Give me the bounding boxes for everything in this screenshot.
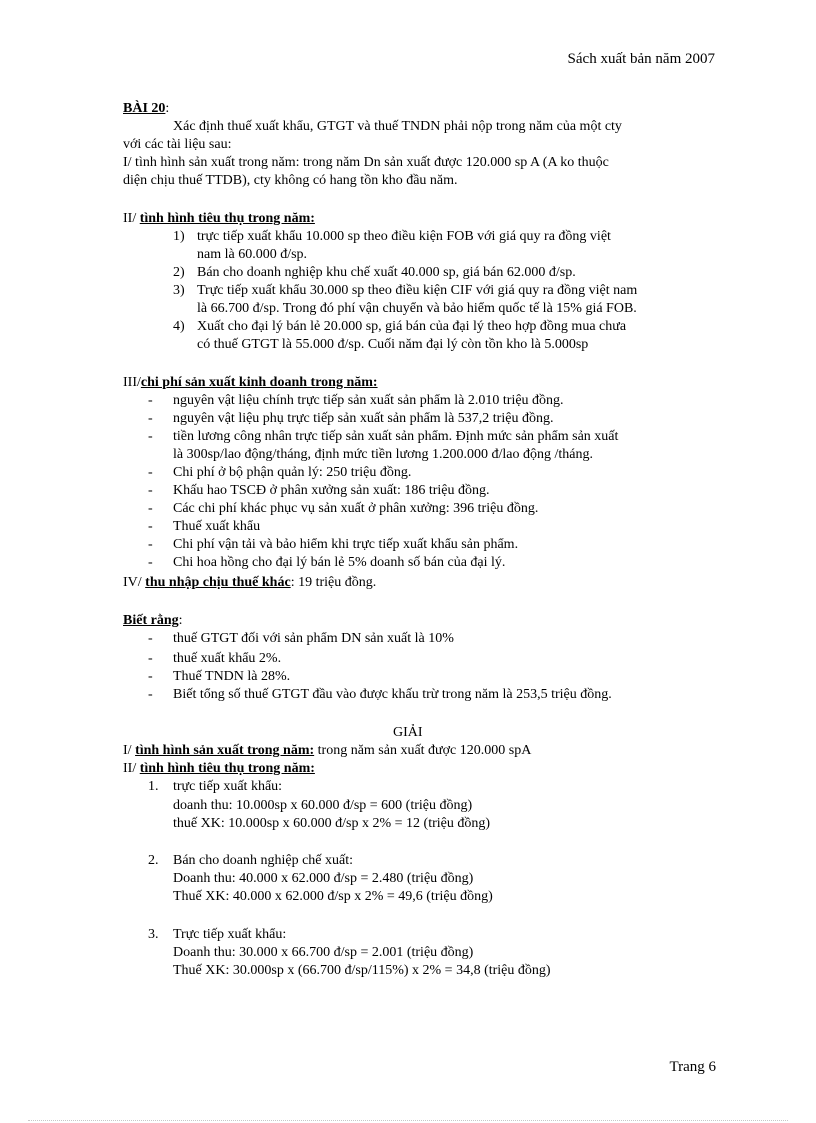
solution-item-1-title: trực tiếp xuất khẩu: xyxy=(173,779,283,794)
sales-item-3-line-1: Trực tiếp xuất khẩu 30.000 sp theo điều kiện CIF với giá quy ra đồng việt nam xyxy=(197,283,638,298)
cost-item-6: Các chi phí khác phục vụ sản xuất ở phân xưởng: 396 triệu đồng. xyxy=(173,501,539,516)
solution-item-3-title: Trực tiếp xuất khẩu: xyxy=(173,927,287,942)
section-4-line: IV/ thu nhập chịu thuế khác: 19 triệu đồng. xyxy=(123,575,377,590)
known-item-1: thuế GTGT đối với sản phẩm DN sản xuất là 10% xyxy=(173,631,454,646)
section-3-heading: III/chi phí sản xuất kinh doanh trong năm: xyxy=(123,375,378,390)
intro-line-1: Xác định thuế xuất khẩu, GTGT và thuế TNDN phải nộp trong năm của một cty xyxy=(173,119,622,134)
solution-title: GIẢI xyxy=(393,725,423,740)
solution-item-2-line-1: Doanh thu: 40.000 x 62.000 đ/sp = 2.480 (triệu đồng) xyxy=(173,871,474,886)
cost-item-8-dash: - xyxy=(148,537,153,552)
known-heading: Biết rằng: xyxy=(123,613,183,628)
solution-item-2-title: Bán cho doanh nghiệp chế xuất: xyxy=(173,853,354,868)
solution-item-3-line-1: Doanh thu: 30.000 x 66.700 đ/sp = 2.001 (triệu đồng) xyxy=(173,945,474,960)
solution-section-2: II/ tình hình tiêu thụ trong năm: xyxy=(123,761,315,776)
cost-item-7: Thuế xuất khẩu xyxy=(173,519,261,534)
problem-heading: BÀI 20: xyxy=(123,101,170,116)
cost-item-9-dash: - xyxy=(148,555,153,570)
page-number: Trang 6 xyxy=(669,1059,716,1075)
problem-label: BÀI 20 xyxy=(123,101,166,116)
sales-item-4-line-1: Xuất cho đại lý bán lẻ 20.000 sp, giá bán của đại lý theo hợp đồng mua chưa xyxy=(197,319,627,334)
solution-item-1-line-2: thuế XK: 10.000sp x 60.000 đ/sp x 2% = 12 (triệu đồng) xyxy=(173,816,491,831)
cost-item-5: Khấu hao TSCĐ ở phân xưởng sản xuất: 186 triệu đồng. xyxy=(173,483,490,498)
cost-item-6-dash: - xyxy=(148,501,153,516)
sales-item-2-line-1: Bán cho doanh nghiệp khu chế xuất 40.000 sp, giá bán 62.000 đ/sp. xyxy=(197,265,576,280)
cost-item-1-dash: - xyxy=(148,393,153,408)
cost-item-3-line-2: là 300sp/lao động/tháng, định mức tiền lương 1.200.000 đ/lao động /tháng. xyxy=(173,447,593,462)
known-item-2-dash: - xyxy=(148,651,153,666)
sales-item-1-line-1: trực tiếp xuất khẩu 10.000 sp theo điều kiện FOB với giá quy ra đồng việt xyxy=(197,229,611,244)
cost-item-3-dash: - xyxy=(148,429,153,444)
cost-item-2-dash: - xyxy=(148,411,153,426)
known-item-3: Thuế TNDN là 28%. xyxy=(173,669,291,684)
bottom-divider xyxy=(28,1120,788,1121)
cost-item-9: Chi hoa hồng cho đại lý bán lẻ 5% doanh số bán của đại lý. xyxy=(173,555,506,570)
section-1-line-1: I/ tình hình sản xuất trong năm: trong năm Dn sản xuất được 120.000 sp A (A ko thuộc xyxy=(123,155,609,170)
solution-item-1-line-1: doanh thu: 10.000sp x 60.000 đ/sp = 600 (triệu đồng) xyxy=(173,798,473,813)
sales-item-4-num: 4) xyxy=(173,319,185,334)
known-item-4-dash: - xyxy=(148,687,153,702)
solution-item-2-num: 2. xyxy=(148,853,159,868)
cost-item-1: nguyên vật liệu chính trực tiếp sản xuất sản phẩm là 2.010 triệu đồng. xyxy=(173,393,564,408)
sales-item-1-line-2: nam là 60.000 đ/sp. xyxy=(197,247,308,262)
cost-item-7-dash: - xyxy=(148,519,153,534)
section-1-line-2: diện chịu thuế TTDB), cty không có hang tồn kho đầu năm. xyxy=(123,173,458,188)
known-item-1-dash: - xyxy=(148,631,153,646)
solution-item-3-line-2: Thuế XK: 30.000sp x (66.700 đ/sp/115%) x 2% = 34,8 (triệu đồng) xyxy=(173,963,551,978)
sales-item-4-line-2: có thuế GTGT là 55.000 đ/sp. Cuối năm đại lý còn tồn kho là 5.000sp xyxy=(197,337,589,352)
cost-item-3-line-1: tiền lương công nhân trực tiếp sản xuất sản phẩm. Định mức sản phẩm sản xuất xyxy=(173,429,619,444)
solution-item-1-num: 1. xyxy=(148,779,159,794)
intro-line-2: với các tài liệu sau: xyxy=(123,137,232,152)
known-item-2: thuế xuất khẩu 2%. xyxy=(173,651,282,666)
solution-item-2-line-2: Thuế XK: 40.000 x 62.000 đ/sp x 2% = 49,6 (triệu đồng) xyxy=(173,889,493,904)
sales-item-1-num: 1) xyxy=(173,229,185,244)
known-item-3-dash: - xyxy=(148,669,153,684)
sales-item-3-num: 3) xyxy=(173,283,185,298)
sales-item-2-num: 2) xyxy=(173,265,185,280)
solution-section-1: I/ tình hình sản xuất trong năm: trong năm sản xuất được 120.000 spA xyxy=(123,743,532,758)
page-header: Sách xuất bản năm 2007 xyxy=(567,51,715,67)
cost-item-5-dash: - xyxy=(148,483,153,498)
cost-item-4-dash: - xyxy=(148,465,153,480)
section-2-heading: II/ tình hình tiêu thụ trong năm: xyxy=(123,211,315,226)
cost-item-8: Chi phí vận tải và bảo hiểm khi trực tiếp xuất khẩu sản phẩm. xyxy=(173,537,519,552)
known-item-4: Biết tổng số thuế GTGT đầu vào được khấu trừ trong năm là 253,5 triệu đồng. xyxy=(173,687,612,702)
sales-item-3-line-2: là 66.700 đ/sp. Trong đó phí vận chuyển và bảo hiểm quốc tế là 15% giá FOB. xyxy=(197,301,637,316)
cost-item-4: Chi phí ở bộ phận quản lý: 250 triệu đồng. xyxy=(173,465,412,480)
solution-item-3-num: 3. xyxy=(148,927,159,942)
cost-item-2: nguyên vật liệu phụ trực tiếp sản xuất sản phẩm là 537,2 triệu đồng. xyxy=(173,411,554,426)
